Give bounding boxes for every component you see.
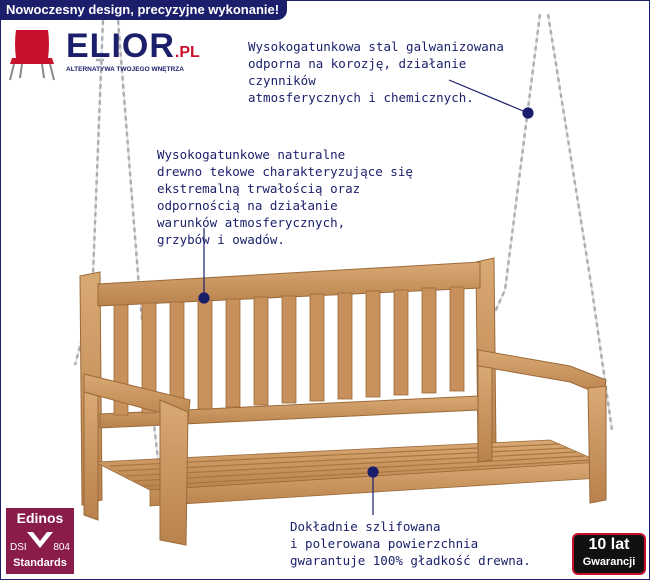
top-banner: Nowoczesny design, precyzyjne wykonanie! (0, 0, 287, 20)
logo-word: ELIOR (66, 27, 175, 65)
note-steel: Wysokogatunkowa stal galwanizowana odporna na korozję, działanie czynników atmosferycznych i chemicznych. (248, 39, 504, 105)
note-surface: Dokładnie szlifowana i polerowana powierzchnia gwarantuje 100% gładkość drewna. (290, 519, 531, 568)
warranty-years: 10 lat (588, 536, 630, 553)
edinos-badge (6, 508, 74, 574)
warranty-label: Gwarancji (582, 556, 636, 568)
chair-icon (4, 24, 62, 82)
warranty-badge (572, 533, 646, 575)
edinos-standards: Standards (13, 557, 67, 569)
edinos-dsi: DSI (10, 542, 27, 553)
logo-suffix: .PL (174, 44, 200, 61)
note-wood: Wysokogatunkowe naturalne drewno tekowe charakteryzujące się ekstremalną trwałością oraz odpornością na działanie warunków atmosferycznych, grzybów i owadów. (157, 147, 413, 247)
elior-logo[interactable] (4, 20, 200, 82)
edinos-brand: Edinos (16, 510, 64, 526)
edinos-number: 804 (53, 542, 70, 553)
checkmark-icon (25, 528, 55, 550)
logo-tagline: ALTERNATYWA TWOJEGO WNĘTRZA (66, 66, 184, 73)
